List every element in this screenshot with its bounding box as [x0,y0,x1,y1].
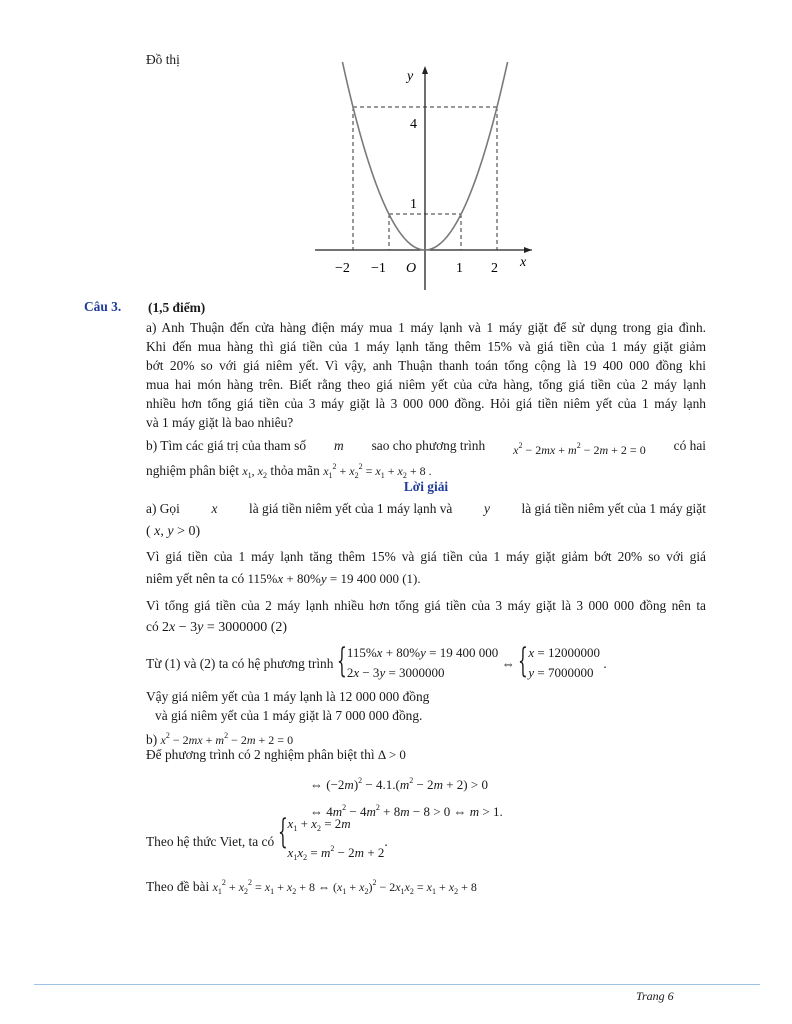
solution-b-line-2 [146,745,406,764]
part-b-equation: $x^2 - 2mx + m^2 - 2m + 2 = 0$ [513,441,646,457]
sol-b-text-3: Theo đề bài [146,879,210,894]
footer-divider [34,984,760,985]
solution-a-line-3: Vì giá tiền của 1 máy lạnh tăng thêm 15% và giá tiền của 1 máy giặt giảm bớt 20% so với giá [146,549,706,564]
sol-a-text-6: Từ [146,655,162,671]
system-equations: { 115%x + 80%y = 19 400 000 2x − 3y = 3000000 [336,641,499,681]
x-tick-1: 1 [456,261,463,276]
sol-b-text-2: Theo hệ thức Viet, ta có [146,833,275,849]
part-b-text-3: có hai [673,438,706,453]
sol-equation-2: 2x − 3y = 3000000 (2) [162,620,288,635]
part-a-line-6: và 1 máy giặt là bao nhiêu? [146,415,294,430]
sol-a-text-1: a) Gọi [146,501,180,516]
x-axis-label: x [520,255,527,270]
solution-a-line-1 [146,499,706,518]
question-points: (1,5 điểm) [148,300,206,315]
sol-b-equation: $x^2 - 2mx + m^2 - 2m + 2 = 0$ [160,731,294,747]
part-a-line-2: Khi đến mua hàng thì giá tiền của 1 máy lạnh tăng thêm 15% và giá tiền của 1 máy giặt giảm [146,339,706,354]
sol-var-x: x [211,501,218,516]
sol-a-text-8: ta có hệ phương trình [218,655,334,671]
y-axis-label: y [407,69,414,84]
part-b-param: m [333,438,344,453]
solution-title: Lời giải [403,479,449,494]
solution-a-line-5: Vì tổng giá tiền của 2 máy lạnh nhiều hơn tổng giá tiền của 3 máy giặt là 3 000 000 đồng nên ta [146,598,706,613]
debai-equation: $x_1^2 + x_2^2 = x_1 + x_2 + 8$ ⇔ $(x_1 + x_2)^2 - 2x_1x_2 = x_1 + x_2 + 8$ [212,878,477,896]
x-axis-arrow [524,247,532,253]
y-tick-1: 1 [410,197,417,212]
sol-var-y: y [483,501,490,516]
conclusion-line-1: Vậy giá niêm yết của 1 máy lạnh là 12 000 000 đồng [146,689,430,704]
part-b-text-5: thỏa mãn [270,463,320,478]
system-solution: { x = 12000000 y = 7000000 [518,641,600,681]
sol-a-text-4: niêm yết nên ta có [146,571,245,586]
part-b-condition: $x_1^2 + x_2^2 = x_1 + x_2 + 8$ . [323,462,432,480]
sol-a-text-5: có [146,619,159,634]
sol-b-delta: Δ > 0 [377,747,406,762]
x-tick-m1: −1 [371,261,386,276]
solution-condition: ( x, y > 0) [146,524,201,539]
sol-a-text-7: và [183,655,197,671]
viet-line: Theo hệ thức Viet, ta có { $x_1 + x_2 = 2m$ $x_1x_2 = m^2 - 2m + 2$ . [146,819,388,863]
solution-a-line-6 [146,617,287,637]
debai-line [146,873,477,901]
part-b-text-4: nghiệm phân biệt [146,463,239,478]
part-a-line-3: bớt 20% so với giá niêm yết. Vì vậy, anh Thuận thanh toán tổng cộng là 19 400 000 đồng khi [146,358,706,373]
part-b-roots: $x_1$, $x_2$ [242,464,267,480]
sol-a-text-2: là giá tiền niêm yết của 1 máy lạnh và [248,501,453,516]
viet-system: { $x_1 + x_2 = 2m$ $x_1x_2 = m^2 - 2m + 2$ [277,812,385,862]
part-b-text-1: b) Tìm các giá trị của tham số [146,438,307,453]
sol-b-label: b) [146,732,158,747]
x-tick-2: 2 [491,261,498,276]
part-a-line-5: nhiều hơn tổng giá tiền của 3 máy giặt là 3 000 000 đồng. Hỏi giá tiền niêm yết của 1 máy lạnh [146,396,706,411]
y-tick-4: 4 [410,117,417,132]
parabola-graph [310,62,545,294]
origin-label: O [406,261,417,276]
part-b-text-2: sao cho phương trình [371,438,486,453]
delta-step-2: ⇔ $4m^2 - 4m^2 + 8m - 8 > 0$ ⇔ m > 1. [310,803,503,819]
delta-step-1: ⇔ $(-2m)^2 - 4.1.(m^2 - 2m + 2) > 0$ [310,776,488,792]
part-a-line-4: mua hai món hàng trên. Biết rằng theo giá niêm yết của cửa hàng, tổng giá tiền của 2 máy lạnh [146,377,706,392]
y-axis-arrow [422,66,428,74]
solution-system: Từ (1) và (2) ta có hệ phương trình { 115%x + 80%y = 19 400 000 2x − 3y = 3000000 ⇔ { x = 12000000 y = 7000000 . [146,641,607,681]
graph-caption: Đồ thị [146,52,180,67]
conclusion-line-2: và giá niêm yết của 1 máy giặt là 7 000 000 đồng. [155,708,423,723]
sol-b-text-1: Để phương trình có 2 nghiệm phân biệt thì [146,747,375,762]
page-number: Trang 6 [636,989,674,1003]
x-tick-m2: −2 [335,261,350,276]
solution-a-line-4 [146,569,421,588]
part-a-line-1: a) Anh Thuận đến cửa hàng điện máy mua 1 máy lạnh và 1 máy giặt để sử dụng trong gia đình. [146,320,706,335]
question-label: Câu 3. [84,299,122,314]
question-part-a [146,318,706,432]
sol-equation-1: 115%x + 80%y = 19 400 000 (1). [247,571,421,586]
sol-a-text-3: là giá tiền niêm yết của 1 máy giặt [521,501,706,516]
